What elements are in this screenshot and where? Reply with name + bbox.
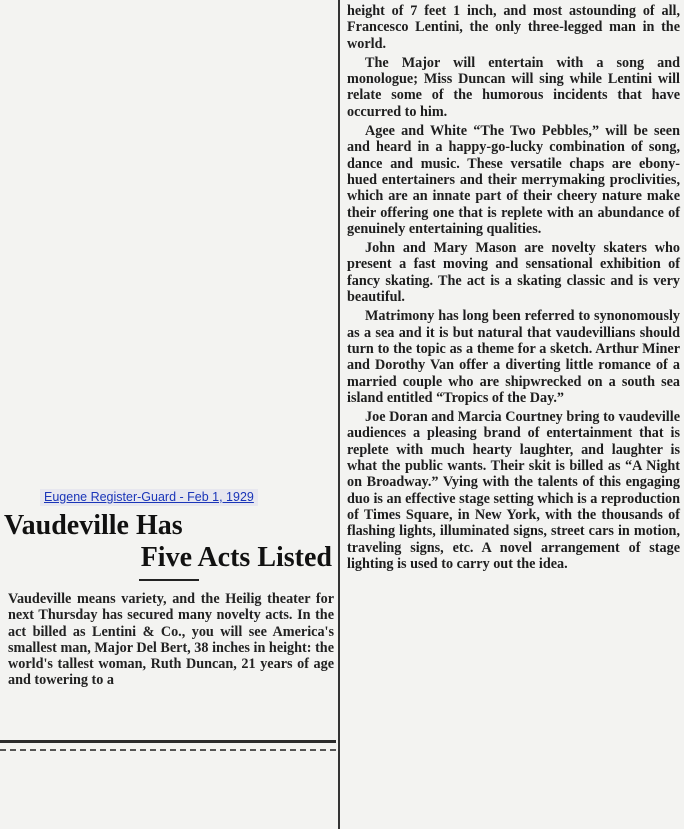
paragraph-agee-white: Agee and White “The Two Pebbles,” will be seen and heard in a happy-go-lucky combination of song, dance and music. These versatile chaps are ebony-hued entertainers and their merrymaking proclivities, which are an innate part of their cheery nature make their offering one that is replete with an abundance of genuinely entertaining qualities. [347,123,680,237]
paragraph-doran-courtney: Joe Doran and Marcia Courtney bring to vaudeville audiences a pleasing brand of entertainment that is replete with much hearty laughter, and laughter is what the public wants. Their skit is billed as “A Night on Broadway.” Vying with the talents of this engaging duo is an effective stage setting which is a reproduction of Times Square, in New York, with the thousands of flashing lights, illuminated signs, street cars in motion, traveling signs, etc. A novel arrangement of stage lighting is used to carry out the idea. [347,409,680,572]
source-caption-link[interactable]: Eugene Register-Guard - Feb 1, 1929 [40,489,258,506]
headline-line-2: Five Acts Listed [140,542,332,573]
paragraph-major-act: The Major will entertain with a song and monologue; Miss Duncan will sing while Lentini will relate some of the humorous incidents that have occurred to him. [347,54,680,120]
paragraph-matrimony-sketch: Matrimony has long been referred to synonomously as a sea and it is but natural that vaudevillians should turn to the topic as a theme for a sketch. Arthur Miner and Dorothy Van offer a diverting little romance of a married couple who are shipwrecked on a south sea island entitled “Tropics of the Day.” [347,308,680,406]
column-divider [338,0,340,829]
paragraph-mason-skaters: John and Mary Mason are novelty skaters who present a fast moving and sensational exhibition of fancy skating. The act is a skating classic and is very beautiful. [347,240,680,306]
headline [4,510,336,574]
article-lead-paragraph: Vaudeville means variety, and the Heilig theater for next Thursday has secured many novelty acts. In the act billed as Lentini & Co., you will see America's smallest man, Major Del Bert, 38 inches in height: the world's tallest woman, Ruth Duncan, 21 years of age and towering to a [8,591,334,689]
paragraph-continuation: height of 7 feet 1 inch, and most astounding of all, Francesco Lentini, the only three-legged man in the world. [347,3,680,52]
headline-line-1: Vaudeville Has [4,510,183,541]
right-column [347,3,680,575]
column-end-rule [0,740,336,751]
left-column [0,0,340,829]
headline-rule [139,579,199,581]
